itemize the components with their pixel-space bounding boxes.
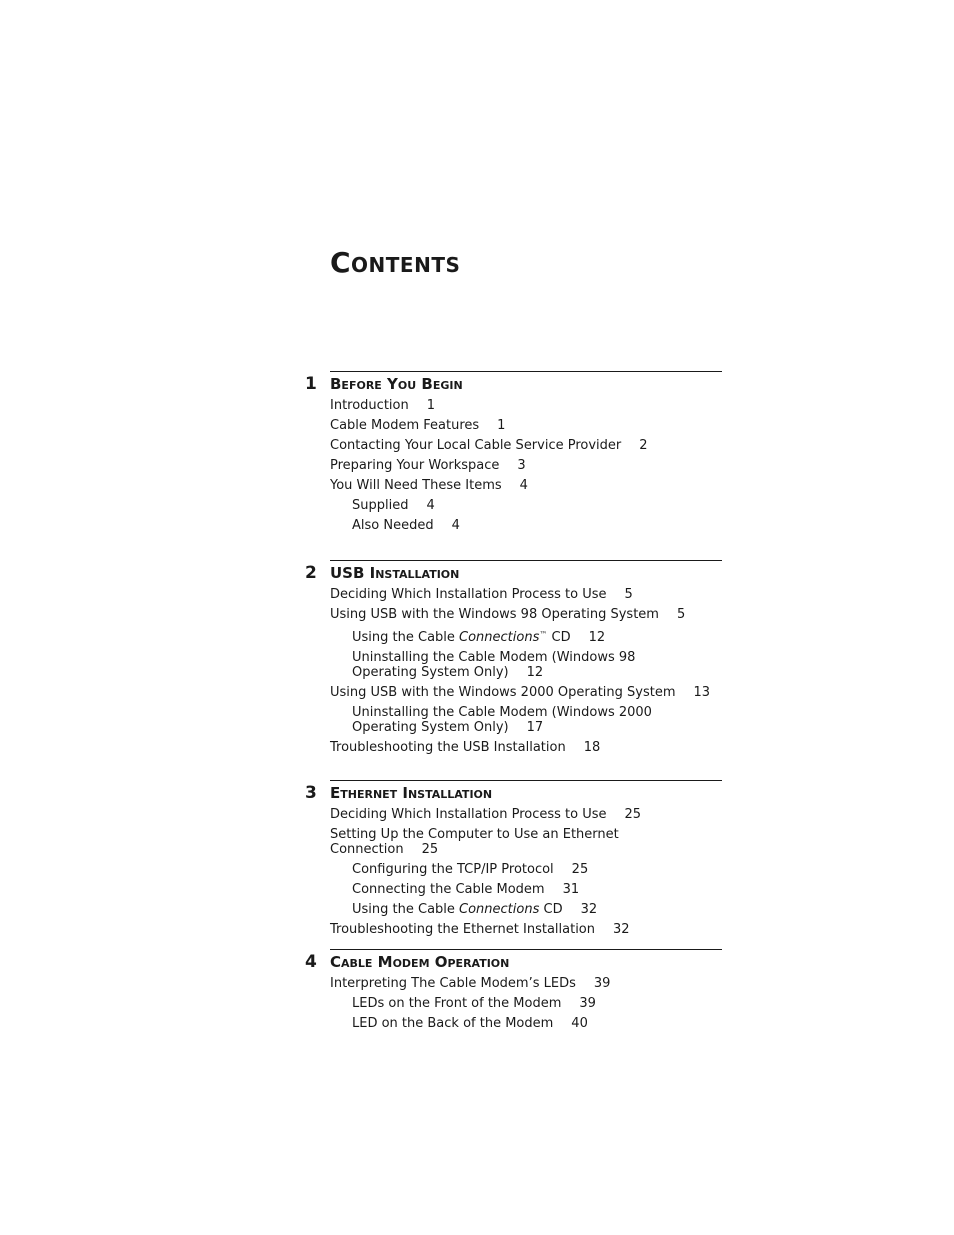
toc-entry-title: LEDs on the Front of the Modem — [352, 996, 562, 1011]
toc-entry-title: LED on the Back of the Modem — [352, 1016, 554, 1031]
toc-page-number: 39 — [593, 976, 611, 991]
toc-entry-title: Also Needed — [352, 518, 434, 533]
chapter-title: USB Installation — [330, 564, 460, 582]
toc-page-number: 4 — [519, 478, 528, 493]
toc-entry-title: Uninstalling the Cable Modem (Windows 98 Operating System Only) — [352, 650, 636, 680]
toc-page-number: 17 — [526, 720, 544, 735]
toc-entry[interactable] — [330, 685, 722, 700]
toc-entry-title: Using USB with the Windows 2000 Operating System — [330, 685, 676, 700]
toc-entry-title: Uninstalling the Cable Modem (Windows 2000 Operating System Only) — [352, 705, 652, 735]
toc-page-number: 25 — [624, 807, 642, 822]
toc-entry-title: Cable Modem Features — [330, 418, 480, 433]
chapter-number: 3 — [305, 783, 317, 803]
toc-page-number: 32 — [613, 922, 630, 937]
toc-subentry[interactable] — [330, 705, 722, 735]
toc-entry-title: Introduction — [330, 398, 409, 413]
toc-entries — [330, 398, 722, 538]
chapter-title: Before You Begin — [330, 375, 463, 393]
toc-page-number: 18 — [583, 740, 601, 755]
toc-entry[interactable] — [330, 807, 722, 822]
chapter-heading — [300, 373, 722, 395]
toc-page-number: 4 — [426, 498, 435, 513]
product-name: Connections — [459, 630, 540, 645]
chapter-divider — [330, 780, 722, 781]
toc-page-number: 32 — [580, 902, 598, 917]
toc-entry[interactable] — [330, 827, 722, 857]
toc-entry[interactable] — [330, 418, 722, 433]
toc-entry-title-prefix: Using the Cable — [352, 902, 460, 917]
toc-subentry[interactable] — [330, 650, 722, 680]
toc-entry[interactable] — [330, 438, 722, 453]
product-name: Connections — [459, 902, 540, 917]
chapter-number: 4 — [305, 952, 317, 972]
toc-entry-title: Troubleshooting the Ethernet Installation — [330, 922, 595, 937]
trademark-symbol: ™ — [539, 630, 548, 639]
toc-entry[interactable] — [330, 587, 722, 602]
toc-entry-title: Troubleshooting the USB Installation — [330, 740, 566, 755]
toc-entry-title: Supplied — [352, 498, 409, 513]
toc-entry[interactable] — [330, 922, 722, 937]
toc-subentry[interactable] — [330, 1016, 722, 1031]
toc-page-number: 31 — [562, 882, 580, 897]
toc-page-number: 1 — [426, 398, 436, 413]
toc-subentry[interactable] — [330, 902, 722, 917]
chapter-number: 1 — [305, 374, 317, 394]
toc-entry[interactable] — [330, 478, 722, 493]
toc-entry-title: Interpreting The Cable Modem’s LEDs — [330, 976, 576, 991]
chapter-title: Cable Modem Operation — [330, 953, 510, 971]
toc-entry-title: Contacting Your Local Cable Service Provider — [330, 438, 622, 453]
toc-page-number: 25 — [421, 842, 439, 857]
toc-entry-title: Using USB with the Windows 98 Operating System — [330, 607, 659, 622]
page-title: Contents — [330, 246, 461, 279]
toc-entries — [330, 807, 722, 942]
toc-page-number: 39 — [579, 996, 596, 1011]
toc-entry[interactable] — [330, 740, 722, 755]
toc-entries — [330, 587, 722, 760]
toc-page-number: 25 — [571, 862, 589, 877]
toc-entry[interactable] — [330, 458, 722, 473]
toc-page-number: 40 — [571, 1016, 588, 1031]
toc-entry-title: Setting Up the Computer to Use an Ethernet Connection — [330, 827, 619, 857]
toc-entry-title-suffix: CD — [547, 630, 571, 645]
chapter-heading — [300, 782, 722, 804]
toc-page-number: 4 — [451, 518, 460, 533]
toc-entry[interactable] — [330, 398, 722, 413]
toc-subentry[interactable] — [330, 518, 722, 533]
chapter-number: 2 — [305, 563, 317, 583]
toc-entry[interactable] — [330, 607, 722, 622]
toc-page-number: 5 — [676, 607, 686, 622]
toc-entry-title: Connecting the Cable Modem — [352, 882, 545, 897]
toc-subentry[interactable] — [330, 996, 722, 1011]
toc-subentry[interactable] — [330, 498, 722, 513]
toc-entry-title: Deciding Which Installation Process to Use — [330, 807, 607, 822]
chapter-heading — [300, 951, 722, 973]
toc-entry-title: Configuring the TCP/IP Protocol — [352, 862, 554, 877]
toc-page-number: 1 — [497, 418, 506, 433]
toc-subentry[interactable] — [330, 627, 722, 645]
toc-page-number: 5 — [624, 587, 633, 602]
toc-entry-title: Deciding Which Installation Process to Use — [330, 587, 607, 602]
toc-entry-title-prefix: Using the Cable — [352, 630, 460, 645]
chapter-title: Ethernet Installation — [330, 784, 493, 802]
toc-page-number: 12 — [526, 665, 544, 680]
toc-page-number: 13 — [693, 685, 711, 700]
toc-subentry[interactable] — [330, 862, 722, 877]
chapter-divider — [330, 371, 722, 372]
chapter-heading — [300, 562, 722, 584]
toc-entry[interactable] — [330, 976, 722, 991]
toc-entry-title-suffix: CD — [539, 902, 563, 917]
chapter-divider — [330, 949, 722, 950]
toc-entry-title: You Will Need These Items — [330, 478, 502, 493]
toc-page-number: 2 — [639, 438, 648, 453]
chapter-divider — [330, 560, 722, 561]
toc-entries — [330, 976, 722, 1036]
toc-page-number: 3 — [517, 458, 526, 473]
toc-subentry[interactable] — [330, 882, 722, 897]
toc-page-number: 12 — [588, 630, 606, 645]
toc-entry-title: Preparing Your Workspace — [330, 458, 500, 473]
